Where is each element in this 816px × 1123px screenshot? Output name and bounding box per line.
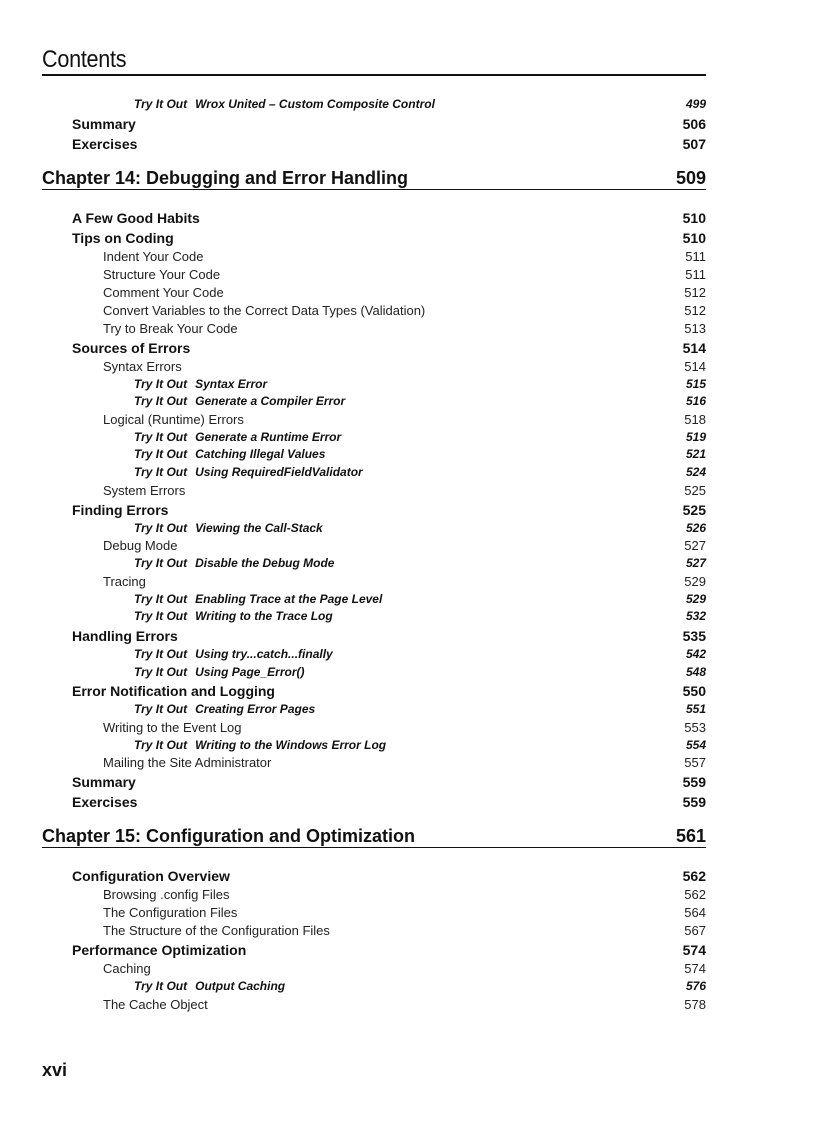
entry-page-number: 564	[684, 905, 706, 921]
entry-page-number: 514	[682, 339, 706, 356]
entry-title: Finding Errors	[72, 501, 169, 518]
entry-title: Convert Variables to the Correct Data Types (Validation)	[103, 302, 426, 318]
table-of-contents	[42, 96, 706, 1014]
try-it-out-label	[134, 446, 325, 464]
entry-page-number: 551	[685, 702, 706, 717]
entry-page-number: 562	[682, 868, 706, 885]
entry-page-number: 524	[685, 464, 706, 479]
try-it-out-prefix: Try It Out	[134, 702, 188, 717]
toc-try-it-out	[42, 608, 706, 626]
entry-title: Debug Mode	[103, 538, 178, 554]
entry-page-number: 513	[684, 320, 706, 336]
entry-page-number: 507	[682, 135, 706, 152]
entry-title: Error Notification and Logging	[72, 683, 275, 700]
entry-page-number: 516	[685, 394, 706, 409]
toc-subsection	[42, 754, 706, 772]
try-it-out-title: Output Caching	[195, 979, 286, 994]
try-it-out-label	[134, 978, 285, 996]
entry-page-number: 519	[685, 429, 706, 444]
toc-subsection	[42, 886, 706, 904]
entry-title: Comment Your Code	[103, 284, 224, 300]
entry-title: Syntax Errors	[103, 358, 182, 374]
chapter-rule	[42, 189, 706, 190]
toc-subsection	[42, 482, 706, 500]
entry-page-number: 511	[685, 266, 706, 282]
page-title: Contents	[42, 46, 127, 73]
toc-try-it-out	[42, 376, 706, 394]
chapter-title: Chapter 14: Debugging and Error Handling	[42, 167, 409, 188]
try-it-out-prefix: Try It Out	[134, 979, 188, 994]
page-number: xvi	[42, 1060, 68, 1080]
try-it-out-title: Wrox United – Custom Composite Control	[195, 97, 435, 111]
toc-subsection	[42, 266, 706, 284]
chapter-page-number: 561	[675, 826, 706, 847]
toc-subsection	[42, 248, 706, 266]
entry-title: The Configuration Files	[103, 905, 238, 921]
entry-page-number: 550	[682, 683, 706, 700]
toc-section	[42, 134, 706, 154]
toc-section	[42, 626, 706, 646]
chapter-title: Chapter 15: Configuration and Optimization	[42, 826, 415, 847]
entry-title: Writing to the Event Log	[103, 719, 242, 735]
try-it-out-prefix: Try It Out	[134, 464, 188, 479]
entry-page-number: 562	[684, 887, 706, 903]
toc-try-it-out	[42, 393, 706, 411]
try-it-out-title: Using RequiredFieldValidator	[195, 464, 363, 479]
toc-subsection	[42, 411, 706, 429]
toc-try-it-out	[42, 446, 706, 464]
toc-subsection	[42, 320, 706, 338]
entry-page-number: 529	[684, 573, 706, 589]
try-it-out-label	[134, 701, 315, 719]
entry-title: Summary	[72, 774, 136, 791]
try-it-out-prefix: Try It Out	[134, 609, 188, 624]
try-it-out-label	[134, 376, 267, 394]
toc-section	[42, 500, 706, 520]
try-it-out-label	[134, 608, 333, 626]
entry-page-number: 567	[684, 923, 706, 939]
try-it-out-label	[134, 429, 341, 447]
entry-title: Browsing .config Files	[103, 887, 230, 903]
entry-title: The Structure of the Configuration Files	[103, 923, 330, 939]
try-it-out-prefix: Try It Out	[134, 429, 188, 444]
try-it-out-label	[134, 464, 363, 482]
entry-page-number: 527	[684, 538, 706, 554]
try-it-out-title: Enabling Trace at the Page Level	[195, 591, 383, 606]
entry-title: Indent Your Code	[103, 248, 204, 264]
entry-title: Summary	[72, 115, 136, 132]
chapter-page-number: 509	[675, 167, 706, 188]
entry-page-number: 576	[685, 979, 706, 994]
entry-title: Caching	[103, 961, 151, 977]
try-it-out-label	[134, 664, 304, 682]
try-it-out-label	[134, 393, 345, 411]
entry-title: Performance Optimization	[72, 942, 247, 959]
try-it-out-label	[134, 520, 323, 538]
try-it-out-prefix: Try It Out	[134, 447, 188, 462]
entry-page-number: 574	[682, 942, 706, 959]
entry-page-number: 512	[684, 302, 706, 318]
try-it-out-label	[134, 646, 333, 664]
toc-try-it-out	[42, 664, 706, 682]
toc-try-it-out	[42, 737, 706, 755]
entry-page-number: 548	[685, 664, 706, 679]
try-it-out-prefix: Try It Out	[134, 394, 188, 409]
try-it-out-prefix: Try It Out	[134, 376, 188, 391]
entry-title: Mailing the Site Administrator	[103, 755, 272, 771]
try-it-out-prefix: Try It Out	[134, 556, 188, 571]
chapter-heading	[42, 154, 706, 208]
toc-subsection	[42, 358, 706, 376]
chapter-heading	[42, 812, 706, 866]
try-it-out-title: Using try...catch...finally	[195, 646, 333, 661]
toc-section	[42, 338, 706, 358]
chapter-rule	[42, 847, 706, 848]
toc-section	[42, 792, 706, 812]
entry-page-number: 574	[684, 961, 706, 977]
toc-subsection	[42, 904, 706, 922]
try-it-out-title: Generate a Compiler Error	[195, 394, 346, 409]
try-it-out-prefix: Try It Out	[134, 97, 188, 111]
toc-subsection	[42, 996, 706, 1014]
toc-try-it-out	[42, 520, 706, 538]
toc-try-it-out	[42, 591, 706, 609]
entry-page-number: 553	[684, 719, 706, 735]
entry-page-number: 578	[684, 996, 706, 1012]
try-it-out-title: Writing to the Trace Log	[195, 609, 333, 624]
entry-page-number: 512	[684, 284, 706, 300]
entry-title: Exercises	[72, 135, 138, 152]
entry-page-number: 521	[685, 447, 706, 462]
toc-section	[42, 228, 706, 248]
page-header	[42, 46, 706, 74]
toc-subsection	[42, 922, 706, 940]
try-it-out-title: Syntax Error	[195, 376, 268, 391]
try-it-out-title: Writing to the Windows Error Log	[195, 737, 387, 752]
entry-page-number: 559	[682, 774, 706, 791]
toc-section	[42, 681, 706, 701]
entry-page-number: 542	[685, 646, 706, 661]
try-it-out-title: Generate a Runtime Error	[195, 429, 342, 444]
entry-title: Configuration Overview	[72, 868, 230, 885]
toc-try-it-out	[42, 464, 706, 482]
try-it-out-label	[134, 96, 435, 114]
toc-subsection	[42, 573, 706, 591]
toc-try-it-out	[42, 429, 706, 447]
entry-title: Tracing	[103, 573, 146, 589]
try-it-out-title: Using Page_Error()	[195, 664, 305, 679]
try-it-out-title: Creating Error Pages	[195, 702, 316, 717]
try-it-out-prefix: Try It Out	[134, 591, 188, 606]
entry-title: Structure Your Code	[103, 266, 221, 282]
entry-title: A Few Good Habits	[72, 209, 200, 226]
entry-page-number: 525	[682, 501, 706, 518]
toc-subsection	[42, 302, 706, 320]
try-it-out-prefix: Try It Out	[134, 664, 188, 679]
try-it-out-prefix: Try It Out	[134, 646, 188, 661]
entry-page-number: 557	[684, 755, 706, 771]
entry-title: Sources of Errors	[72, 339, 191, 356]
try-it-out-label	[134, 591, 382, 609]
entry-title: Tips on Coding	[72, 229, 174, 246]
toc-try-it-out	[42, 555, 706, 573]
toc-section	[42, 772, 706, 792]
toc-section	[42, 208, 706, 228]
entry-page-number: 510	[682, 209, 706, 226]
toc-subsection	[42, 719, 706, 737]
toc-section	[42, 866, 706, 886]
entry-page-number: 515	[685, 376, 706, 391]
try-it-out-prefix: Try It Out	[134, 737, 188, 752]
entry-page-number: 510	[682, 229, 706, 246]
entry-page-number: 499	[685, 97, 706, 111]
toc-subsection	[42, 537, 706, 555]
toc-section	[42, 940, 706, 960]
entry-page-number: 518	[684, 411, 706, 427]
try-it-out-title: Viewing the Call-Stack	[195, 520, 323, 535]
toc-subsection	[42, 960, 706, 978]
try-it-out-title: Disable the Debug Mode	[195, 556, 335, 571]
entry-title: Try to Break Your Code	[103, 320, 238, 336]
toc-section	[42, 114, 706, 134]
entry-page-number: 525	[684, 482, 706, 498]
entry-page-number: 535	[682, 627, 706, 644]
toc-subsection	[42, 284, 706, 302]
entry-page-number: 526	[685, 520, 706, 535]
entry-page-number: 529	[685, 591, 706, 606]
entry-page-number: 514	[684, 358, 706, 374]
try-it-out-label	[134, 737, 386, 755]
entry-page-number: 506	[682, 115, 706, 132]
toc-try-it-out	[42, 978, 706, 996]
entry-page-number: 527	[685, 556, 706, 571]
toc-try-it-out	[42, 646, 706, 664]
try-it-out-title: Catching Illegal Values	[195, 447, 326, 462]
header-rule	[42, 74, 706, 76]
entry-title: The Cache Object	[103, 996, 208, 1012]
try-it-out-prefix: Try It Out	[134, 520, 188, 535]
entry-page-number: 559	[682, 794, 706, 811]
toc-try-it-out	[42, 701, 706, 719]
try-it-out-label	[134, 555, 334, 573]
toc-try-it-out	[42, 96, 706, 114]
entry-page-number: 511	[685, 248, 706, 264]
entry-title: System Errors	[103, 482, 186, 498]
entry-title: Handling Errors	[72, 627, 178, 644]
entry-page-number: 532	[685, 609, 706, 624]
entry-title: Exercises	[72, 794, 138, 811]
entry-page-number: 554	[685, 737, 706, 752]
entry-title: Logical (Runtime) Errors	[103, 411, 244, 427]
